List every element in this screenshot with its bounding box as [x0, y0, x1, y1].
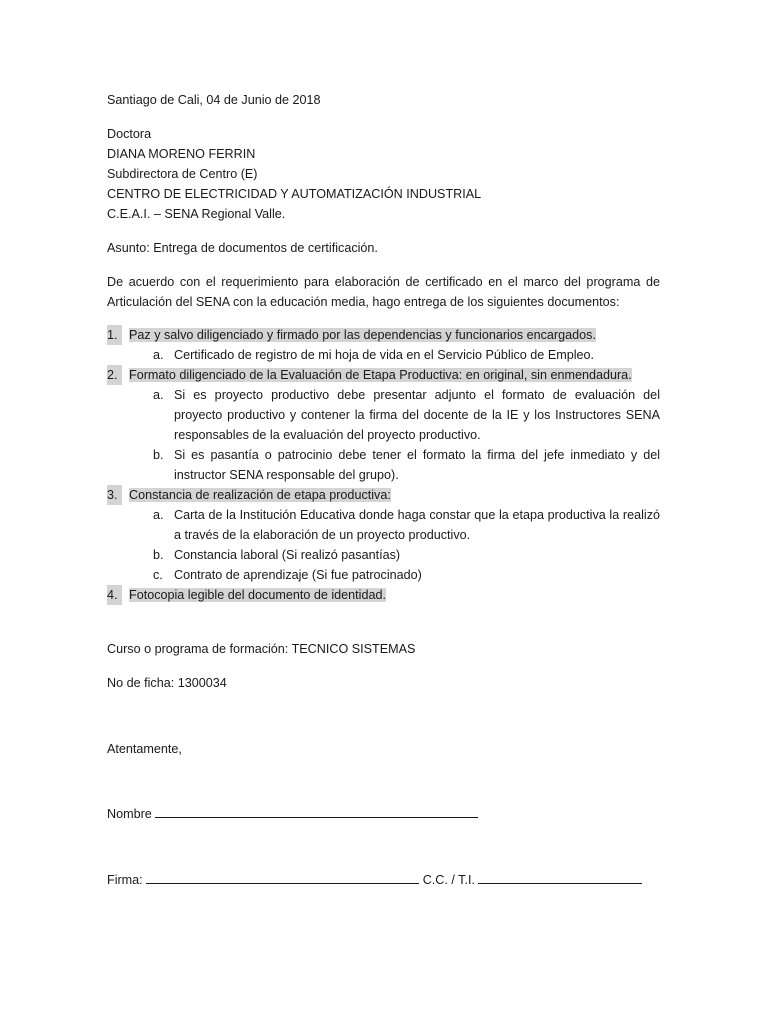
list-item-number: 3.: [107, 485, 122, 505]
intro-paragraph: De acuerdo con el requerimiento para elaboración de certificado en el marco del programa de Articulación del SENA con la educación media, hago entrega de los siguientes documentos:: [107, 275, 660, 309]
sub-list-item-letter: b.: [153, 448, 164, 462]
date-line: Santiago de Cali, 04 de Junio de 2018: [107, 93, 321, 107]
sub-list-item-text: Constancia laboral (Si realizó pasantías): [174, 548, 401, 562]
subject-line: Asunto: Entrega de documentos de certificación.: [107, 241, 378, 255]
list-item-number: 2.: [107, 365, 122, 385]
list-item-number: 1.: [107, 325, 122, 345]
list-item-text: Formato diligenciado de la Evaluación de Etapa Productiva: en original, sin enmendadura.: [129, 368, 632, 382]
recipient-title: Doctora: [107, 127, 152, 141]
sub-list-item: [107, 505, 660, 545]
recipient-center: CENTRO DE ELECTRICIDAD Y AUTOMATIZACIÓN INDUSTRIAL: [107, 187, 482, 201]
recipient-block: [107, 124, 660, 224]
id-field[interactable]: [478, 871, 642, 884]
sub-list-item-letter: c.: [153, 568, 163, 582]
list-item: [107, 585, 660, 605]
sub-list-item: [107, 445, 660, 485]
list-item-text: Paz y salvo diligenciado y firmado por las dependencias y funcionarios encargados.: [129, 328, 596, 342]
sub-list-item-text: Contrato de aprendizaje (Si fue patrocinado): [174, 568, 422, 582]
recipient-institution: C.E.A.I. – SENA Regional Valle.: [107, 207, 286, 221]
list-item: [107, 365, 660, 385]
ficha-line: No de ficha: 1300034: [107, 676, 227, 690]
sub-list-item: [107, 545, 660, 565]
document-list: [107, 325, 660, 605]
sub-list-item-letter: b.: [153, 548, 164, 562]
signature-field[interactable]: [146, 871, 419, 884]
recipient-name: DIANA MORENO FERRIN: [107, 147, 256, 161]
list-item: [107, 325, 660, 345]
sub-list-item: [107, 385, 660, 445]
sub-list-item-text: Si es pasantía o patrocinio debe tener el formato la firma del jefe inmediato y del instructor SENA responsable del grupo).: [174, 448, 660, 482]
name-label: Nombre: [107, 807, 152, 821]
name-field[interactable]: [155, 805, 478, 818]
signature-label: Firma:: [107, 873, 143, 887]
sub-list-item-letter: a.: [153, 388, 164, 402]
signature-field-row: [107, 870, 660, 890]
name-field-row: [107, 804, 660, 824]
sub-list-item-text: Si es proyecto productivo debe presentar adjunto el formato de evaluación del proyecto productivo y contener la firma del docente de la IE y los Instructores SENA responsables de la evaluación del proyecto productivo.: [174, 388, 660, 442]
letter-document: [107, 90, 660, 890]
course-line: Curso o programa de formación: TECNICO SISTEMAS: [107, 642, 416, 656]
list-item: [107, 485, 660, 505]
sub-list-item: [107, 565, 660, 585]
list-item-text: Fotocopia legible del documento de identidad.: [129, 588, 386, 602]
closing-line: Atentamente,: [107, 742, 182, 756]
sub-list-item-letter: a.: [153, 508, 164, 522]
sub-list-item: [107, 345, 660, 365]
sub-list-item-text: Certificado de registro de mi hoja de vida en el Servicio Público de Empleo.: [174, 348, 595, 362]
id-label: C.C. / T.I.: [422, 873, 475, 887]
recipient-position: Subdirectora de Centro (E): [107, 167, 258, 181]
list-item-text: Constancia de realización de etapa productiva:: [129, 488, 391, 502]
list-item-number: 4.: [107, 585, 122, 605]
sub-list-item-letter: a.: [153, 348, 164, 362]
sub-list-item-text: Carta de la Institución Educativa donde haga constar que la etapa productiva la realizó a través de la elaboración de un proyecto productivo.: [174, 508, 660, 542]
